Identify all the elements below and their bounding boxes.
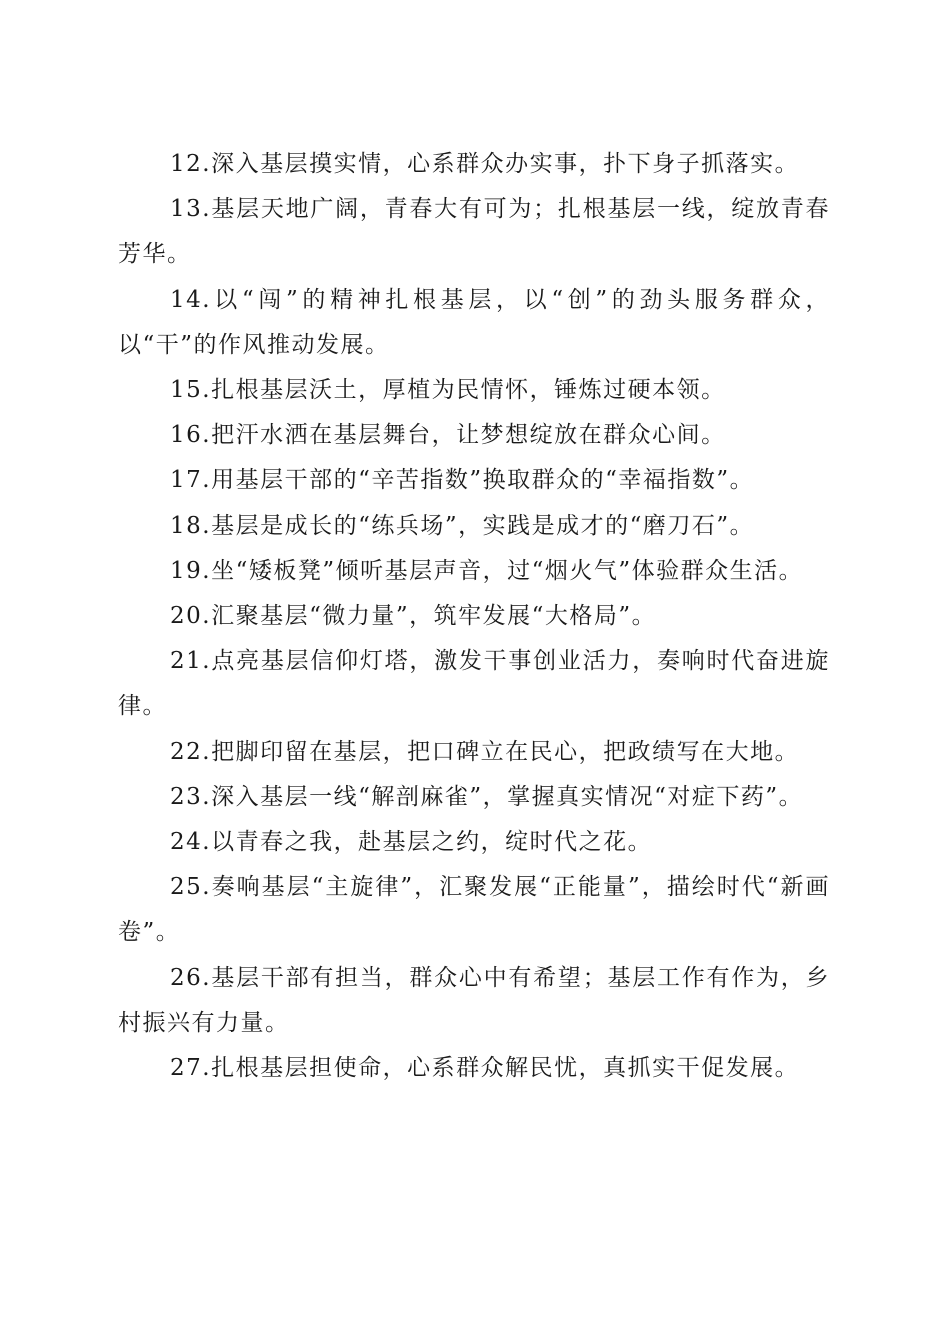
paragraph-26: 26.基层干部有担当，群众心中有希望；基层工作有作为，乡村振兴有力量。 [118,964,830,1036]
document-body [118,142,830,1091]
paragraph-12: 12.深入基层摸实情，心系群众办实事，扑下身子抓落实。 [170,151,800,177]
paragraph-21: 21.点亮基层信仰灯塔，激发干事创业活力，奏响时代奋进旋律。 [118,648,830,720]
paragraph-25: 25.奏响基层“主旋律”，汇聚发展“正能量”，描绘时代“新画卷”。 [118,874,830,946]
paragraph-14: 14.以“闯”的精神扎根基层，以“创”的劲头服务群众，以“干”的作风推动发展。 [118,286,830,358]
paragraph-13: 13.基层天地广阔，青春大有可为；扎根基层一线，绽放青春芳华。 [118,196,830,268]
paragraph-17: 17.用基层干部的“辛苦指数”换取群众的“幸福指数”。 [170,467,755,494]
paragraph-22: 22.把脚印留在基层，把口碑立在民心，把政绩写在大地。 [170,738,800,765]
paragraph-27: 27.扎根基层担使命，心系群众解民忧，真抓实干促发展。 [170,1055,800,1082]
paragraph-24: 24.以青春之我，赴基层之约，绽时代之花。 [170,829,653,856]
paragraph-18: 18.基层是成长的“练兵场”，实践是成才的“磨刀石”。 [170,512,755,539]
paragraph-19: 19.坐“矮板凳”倾听基层声音，过“烟火气”体验群众生活。 [170,557,804,584]
paragraph-16: 16.把汗水洒在基层舞台，让梦想绽放在群众心间。 [170,422,726,449]
paragraph-20: 20.汇聚基层“微力量”，筑牢发展“大格局”。 [170,603,657,630]
paragraph-23: 23.深入基层一线“解剖麻雀”，掌握真实情况“对症下药”。 [170,783,804,810]
paragraph-15: 15.扎根基层沃土，厚植为民情怀，锤炼过硬本领。 [170,377,726,404]
